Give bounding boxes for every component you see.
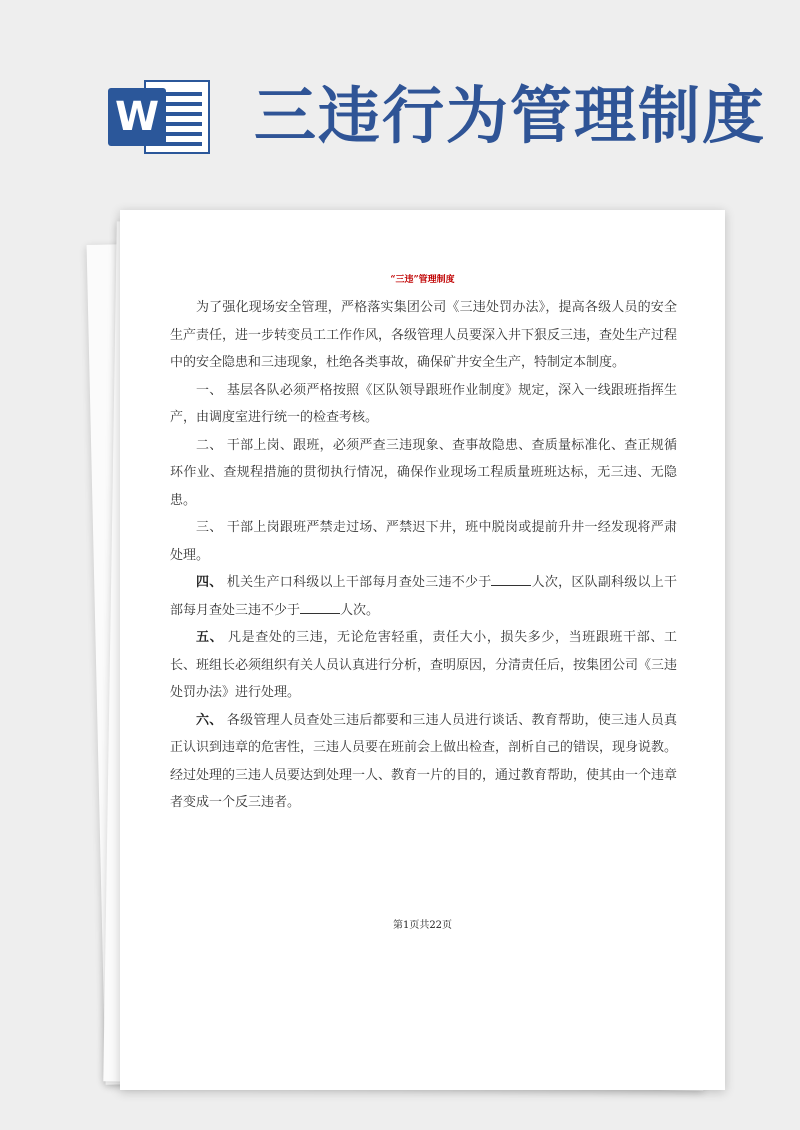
clause-number: 一、 [196,382,223,398]
clause-number: 六、 [196,712,223,728]
clause-number: 五、 [196,630,224,645]
clause-number: 二、 [196,437,223,453]
clause-3 [170,514,677,569]
page-title: 三违行为管理制度 [254,79,767,152]
clause-number: 三、 [196,520,223,535]
word-badge: W [108,88,166,146]
clause-1 [170,377,677,432]
clause-text: 干部上岗、跟班，必须严查三违现象、查事故隐患、查质量标准化、查正规循环作业、查规程措施的贯彻执行情况，确保作业现场工程质量班班达标，无三违、无隐患。 [170,437,677,508]
fill-blank [491,573,531,586]
clause-2 [170,432,677,515]
clause-text: 基层各队必须严格按照《区队领导跟班作业制度》规定，深入一线跟班指挥生产，由调度室进行统一的检查考核。 [170,382,677,425]
document-page [120,210,725,1090]
clause-text: 人次，区队副科级以上干部每月查处三违不少于 [170,575,677,618]
clause-text: 人次。 [340,602,380,618]
clause-6 [170,707,677,817]
clause-text: 机关生产口科级以上干部每月查处三违不少于 [226,575,492,590]
document-heading: “三违”管理制度 [390,275,455,285]
fill-blank [300,601,340,614]
word-logo-icon [108,78,212,156]
clause-4 [170,569,677,624]
clause-5 [170,624,677,707]
clause-text: 干部上岗跟班严禁走过场、严禁迟下井，班中脱岗或提前升井一经发现将严肃处理。 [170,520,677,563]
clause-text: 各级管理人员查处三违后都要和三违人员进行谈话、教育帮助，使三违人员真正认识到违章的危害性，三违人员要在班前会上做出检查，剖析自己的错误，现身说教。经过处理的三违人员要达到处理一人、教育一片的目的，通过教育帮助，使其由一个违章者变成一个反三违者。 [170,712,678,810]
clause-number: 四、 [196,575,223,590]
document-body [170,294,677,817]
page-number: 第1页共22页 [392,920,453,931]
intro-paragraph: 为了强化现场安全管理，严格落实集团公司《三违处罚办法》，提高各级人员的安全生产责任，进一步转变员工工作作风，各级管理人员要深入井下狠反三违，查处生产过程中的安全隐患和三违现象，杜绝各类事故，确保矿井安全生产，特制定本制度。 [170,300,678,370]
clause-text: 凡是查处的三违，无论危害轻重，责任大小，损失多少，当班跟班干部、工长、班组长必须组织有关人员认真进行分析，查明原因，分清责任后，按集团公司《三违处罚办法》进行处理。 [170,630,678,700]
